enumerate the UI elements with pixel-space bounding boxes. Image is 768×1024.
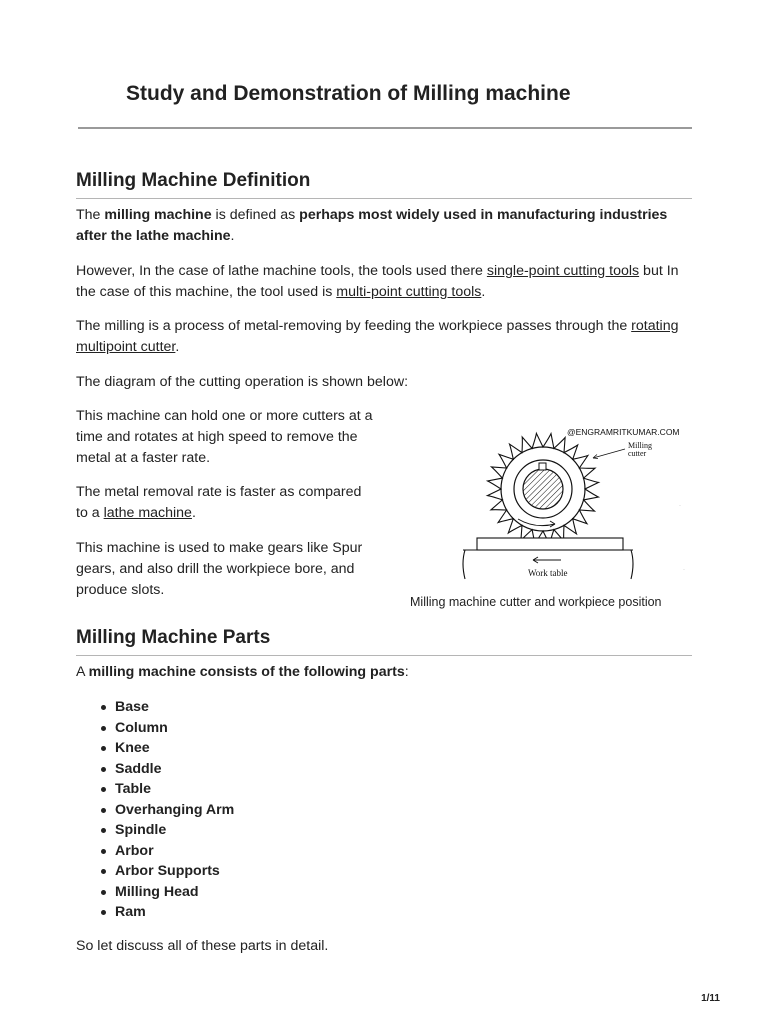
svg-text:·: · [679,503,681,509]
paragraph-cutters: This machine can hold one or more cutters at a time and rotates at high speed to remove the metal at a faster rate. [76,408,373,466]
bullet-icon [101,705,106,710]
list-item: Overhanging Arm [76,800,234,821]
paragraph-diagram-intro: The diagram of the cutting operation is shown below: [76,374,409,390]
svg-text:Milling: Milling [628,441,653,450]
link-rotating-multipoint-cutter[interactable]: rotating multipoint cutter [76,318,679,355]
list-item: Ram [76,902,234,923]
paragraph-removal-rate: The metal removal rate is faster as compared to a lathe machine. [76,484,362,521]
link-multi-point-cutting-tools[interactable]: multi-point cutting tools [336,284,482,300]
bullet-icon [101,808,106,813]
paragraph-definition: The milling machine is defined as perhaps most widely used in manufacturing industries after the lathe machine. [76,207,668,244]
bullet-icon [101,869,106,874]
page-indicator: 1/11 [701,993,720,1004]
list-item: Knee [76,738,234,759]
section-heading-definition: Milling Machine Definition [76,170,311,191]
figure-caption: Milling machine cutter and workpiece position [410,595,662,609]
list-item: Saddle [76,759,234,780]
list-item: Arbor [76,841,234,862]
bullet-icon [101,767,106,772]
work-table-label: Work table [528,568,568,578]
section-heading-parts: Milling Machine Parts [76,627,271,648]
bullet-icon [101,890,106,895]
list-item: Milling Head [76,882,234,903]
list-item: Base [76,697,234,718]
milling-cutter-diagram [455,423,690,585]
paragraph-gears: This machine is used to make gears like Spur gears, and also drill the workpiece bore, and produce slots. [76,540,363,598]
title-divider [78,127,692,129]
section-divider [76,655,692,656]
bullet-icon [101,828,106,833]
bullet-icon [101,910,106,915]
parts-list [76,697,234,923]
bullet-icon [101,849,106,854]
page-title: Study and Demonstration of Milling machine [126,82,571,105]
bullet-icon [101,746,106,751]
bullet-icon [101,787,106,792]
link-single-point-cutting-tools[interactable]: single-point cutting tools [486,263,640,279]
list-item: Table [76,779,234,800]
svg-text:cutter: cutter [628,449,647,458]
list-item: Arbor Supports [76,861,234,882]
bullet-icon [101,726,106,731]
section-divider [76,198,692,199]
watermark-text: @ENGRAMRITKUMAR.COM [567,427,680,437]
paragraph-outro: So let discuss all of these parts in detail. [76,938,329,954]
list-item: Spindle [76,820,234,841]
link-lathe-machine[interactable]: lathe machine [103,505,192,521]
paragraph-parts-intro: A milling machine consists of the following parts: [76,664,409,680]
svg-text:·: · [683,567,685,573]
paragraph-tools: However, In the case of lathe machine tools, the tools used there single-point cutting tools but In the case of this machine, the tool used is multi-point cutting tools. [76,263,679,300]
paragraph-process: The milling is a process of metal-removing by feeding the workpiece passes through the rotating multipoint cutter. [76,318,679,355]
list-item: Column [76,718,234,739]
